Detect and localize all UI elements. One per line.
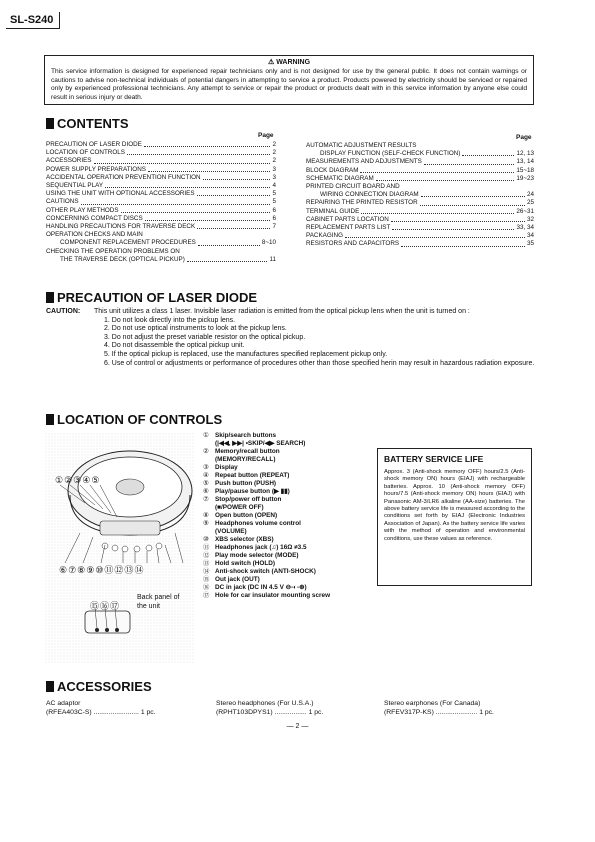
toc-page: 6 bbox=[272, 214, 276, 222]
control-label: Stop/power off button bbox=[215, 496, 282, 503]
toc-page: 3 bbox=[272, 173, 276, 181]
laser-caution bbox=[46, 308, 541, 368]
toc-label: USING THE UNIT WITH OPTIONAL ACCESSORIES bbox=[46, 190, 195, 198]
toc-label: ACCIDENTAL OPERATION PREVENTION FUNCTION bbox=[46, 173, 201, 181]
toc-leader bbox=[391, 216, 525, 222]
control-item bbox=[203, 472, 368, 480]
contents-right-column bbox=[306, 142, 534, 249]
toc-page: 3 bbox=[272, 165, 276, 173]
toc-entry bbox=[306, 208, 534, 216]
battery-title: BATTERY SERVICE LIFE bbox=[384, 454, 484, 464]
control-label: Headphones jack (♫) 16Ω ≠3.5 bbox=[215, 544, 307, 551]
control-label: Out jack (OUT) bbox=[215, 576, 260, 583]
section-marker bbox=[46, 292, 54, 303]
controls-list bbox=[203, 432, 368, 600]
toc-leader bbox=[361, 208, 514, 214]
toc-leader bbox=[360, 167, 514, 173]
toc-leader bbox=[187, 256, 268, 262]
toc-entry bbox=[306, 199, 534, 207]
control-label: Skip/search buttons bbox=[215, 432, 277, 439]
control-number: ⑤ bbox=[203, 480, 209, 487]
callout-number: ③ bbox=[73, 475, 82, 485]
toc-page: 35 bbox=[526, 240, 534, 248]
callout-number: ⑭ bbox=[134, 565, 144, 575]
toc-page: 32 bbox=[526, 215, 534, 223]
page-number: — 2 — bbox=[286, 723, 309, 730]
caution-item: 4. Do not disassemble the optical pickup unit. bbox=[104, 342, 245, 350]
toc-label: POWER SUPPLY PREPARATIONS bbox=[46, 165, 146, 173]
toc-leader bbox=[203, 174, 271, 180]
toc-entry bbox=[306, 191, 534, 199]
toc-leader bbox=[392, 224, 514, 230]
contents-left-column bbox=[46, 141, 276, 264]
toc-label: REPLACEMENT PARTS LIST bbox=[306, 224, 391, 232]
toc-page: 33, 34 bbox=[516, 224, 534, 232]
laser-heading bbox=[46, 290, 257, 305]
toc-page: 2 bbox=[272, 141, 276, 148]
control-label: Hold switch (HOLD) bbox=[215, 560, 275, 567]
toc-label: CABINET PARTS LOCATION bbox=[306, 215, 389, 223]
toc-page: 12, 13 bbox=[516, 150, 534, 158]
toc-page: 7 bbox=[272, 223, 276, 231]
control-number: ⑧ bbox=[203, 512, 209, 519]
toc-entry bbox=[306, 183, 534, 191]
toc-page: 24 bbox=[526, 191, 534, 199]
toc-leader bbox=[197, 190, 271, 196]
control-label-sub: (MEMORY/RECALL) bbox=[215, 456, 276, 463]
toc-page: 4 bbox=[272, 182, 276, 190]
control-item bbox=[203, 536, 368, 544]
control-item bbox=[203, 496, 368, 504]
callout-number: ⑮ bbox=[90, 601, 100, 611]
control-item bbox=[203, 520, 368, 528]
toc-label: TERMINAL GUIDE bbox=[306, 207, 360, 215]
toc-entry bbox=[46, 207, 276, 215]
toc-entry bbox=[306, 158, 534, 166]
callout-number: ⑰ bbox=[110, 601, 120, 611]
cd-player-illustration bbox=[45, 433, 195, 663]
toc-page: 5 bbox=[272, 190, 276, 198]
toc-entry bbox=[46, 157, 276, 165]
control-item bbox=[203, 544, 368, 552]
toc-label: COMPONENT REPLACEMENT PROCEDURES bbox=[60, 239, 196, 247]
control-label: Open button (OPEN) bbox=[215, 512, 278, 519]
control-number: ⑦ bbox=[203, 496, 209, 503]
toc-entry bbox=[46, 215, 276, 223]
toc-entry bbox=[46, 190, 276, 198]
section-marker bbox=[46, 681, 54, 692]
toc-entry bbox=[46, 248, 276, 256]
toc-entry bbox=[306, 150, 534, 158]
toc-page: 2 bbox=[272, 149, 276, 157]
accessories-heading-text: ACCESSORIES bbox=[57, 679, 152, 694]
toc-leader bbox=[145, 215, 271, 221]
warning-box bbox=[44, 55, 534, 105]
toc-label: SCHEMATIC DIAGRAM bbox=[306, 174, 374, 182]
toc-leader bbox=[198, 239, 260, 245]
callout-number: ⑨ bbox=[86, 565, 95, 575]
toc-label: AUTOMATIC ADJUSTMENT RESULTS bbox=[306, 142, 417, 149]
control-item bbox=[203, 560, 368, 568]
toc-entry bbox=[46, 149, 276, 157]
cd-player-drawing bbox=[45, 433, 195, 663]
warning-title: ⚠ WARNING bbox=[267, 59, 311, 66]
toc-entry bbox=[46, 141, 276, 149]
control-number: ④ bbox=[203, 472, 209, 479]
toc-page: 11 bbox=[269, 255, 276, 263]
toc-leader bbox=[144, 141, 271, 147]
toc-leader bbox=[424, 158, 515, 164]
accessory-item: Stereo headphones (For U.S.A.) (RPHT103DPYS1) ................. 1 pc. bbox=[216, 700, 366, 717]
callout-number: ⑫ bbox=[114, 565, 124, 575]
control-label: XBS selector (XBS) bbox=[215, 536, 274, 543]
toc-page: 6 bbox=[272, 206, 276, 214]
control-label-sub: (VOLUME) bbox=[215, 528, 247, 535]
control-number: ⑩ bbox=[203, 536, 209, 543]
control-item bbox=[203, 576, 368, 584]
accessory-name: Stereo earphones (For Canada) bbox=[384, 700, 481, 707]
toc-leader bbox=[197, 223, 270, 229]
battery-body: Approx. 3 (Anti-shock memory OFF) hours/2.5 (Anti-shock memory ON) hours (EIAJ) with rechargeable batteries. Approx. 10 (Anti-shock memory OFF) hours/7.5 (Anti-shock memory ON) hours (EIAJ) with Panasonic AM-3/LR6 alkaline (AA-size) batteries. The above battery service life is measured according to the conditions set forth by EIAJ (Electronic Industries Association of Japan). As the battery service life varies with the method of operation and environmental conditions, use these values as reference. bbox=[384, 469, 525, 542]
toc-entry bbox=[306, 224, 534, 232]
caution-item: 1. Do not look directly into the pickup lens. bbox=[104, 316, 236, 324]
control-label: Memory/recall button bbox=[215, 448, 280, 455]
toc-page: 13, 14 bbox=[516, 158, 534, 166]
page-col-label-right: Page bbox=[516, 134, 532, 141]
toc-leader bbox=[420, 199, 525, 205]
toc-label: LOCATION OF CONTROLS bbox=[46, 149, 125, 157]
toc-label: PACKAGING bbox=[306, 232, 343, 240]
controls-heading-text: LOCATION OF CONTROLS bbox=[57, 412, 223, 427]
control-number: ⑪ bbox=[203, 544, 210, 551]
callout-number: ⑤ bbox=[91, 475, 100, 485]
toc-entry bbox=[46, 223, 276, 231]
toc-label: THE TRAVERSE DECK (OPTICAL PICKUP) bbox=[60, 255, 185, 263]
control-item bbox=[203, 480, 368, 488]
toc-page: 2 bbox=[272, 157, 276, 165]
callout-number: ⑥ bbox=[59, 565, 68, 575]
toc-entry bbox=[46, 239, 276, 247]
toc-label: CONCERNING COMPACT DISCS bbox=[46, 214, 143, 222]
control-item bbox=[203, 512, 368, 520]
toc-label: PRECAUTION OF LASER DIODE bbox=[46, 141, 142, 148]
control-number: ① bbox=[203, 432, 209, 439]
toc-page: 25 bbox=[526, 199, 534, 207]
control-label: Headphones volume control bbox=[215, 520, 301, 527]
callout-number: ① bbox=[55, 475, 64, 485]
callout-number: ⑩ bbox=[95, 565, 104, 575]
toc-leader bbox=[376, 175, 515, 181]
toc-leader bbox=[401, 240, 525, 246]
control-item bbox=[203, 552, 368, 560]
control-number: ② bbox=[203, 448, 209, 455]
accessory-qty: 1 pc. bbox=[140, 708, 156, 716]
contents-heading-text: CONTENTS bbox=[57, 116, 129, 131]
warning-body: This service information is designed for experienced repair technicians only and is not designed for use by the general public. It does not contain warnings or cautions to advise non-technical individuals of potential dangers in attempting to service a product. Products powered by electricity should be serviced or repaired only by experienced professional technicians. Any attempt to service or repair the product or products dealt with in this service information by anyone else could result in serious injury or death. bbox=[51, 68, 527, 101]
toc-leader bbox=[462, 150, 514, 156]
accessory-item: Stereo earphones (For Canada) (RFEV317P-KS) ...................... 1 pc. bbox=[384, 700, 534, 717]
caution-intro: This unit utilizes a class 1 laser. Invisible laser radiation is emitted from the optical pickup lens when the unit is turned on : bbox=[94, 308, 470, 315]
toc-label: OPERATION CHECKS AND MAIN bbox=[46, 231, 143, 239]
toc-label: PRINTED CIRCUIT BOARD AND bbox=[306, 183, 400, 191]
toc-entry bbox=[46, 166, 276, 174]
control-label-sub: (■/POWER OFF) bbox=[215, 504, 264, 511]
toc-page: 19~23 bbox=[516, 174, 534, 182]
control-label-sub: (|◀◀, ▶▶| •SKIP/◀▶ SEARCH) bbox=[215, 440, 306, 447]
laser-heading-text: PRECAUTION OF LASER DIODE bbox=[57, 290, 258, 305]
toc-page: 15~18 bbox=[516, 166, 534, 174]
toc-entry bbox=[306, 175, 534, 183]
toc-label: DISPLAY FUNCTION (SELF-CHECK FUNCTION) bbox=[320, 150, 461, 158]
controls-heading bbox=[46, 412, 222, 427]
control-label: Display bbox=[215, 464, 238, 471]
toc-entry bbox=[46, 182, 276, 190]
toc-label: REPAIRING THE PRINTED RESISTOR bbox=[306, 199, 418, 207]
control-item bbox=[203, 488, 368, 496]
callout-number: ⑬ bbox=[124, 565, 134, 575]
page-col-label-left: Page bbox=[258, 132, 274, 139]
control-label: Hole for car insulator mounting screw bbox=[215, 592, 331, 599]
control-number: ⑬ bbox=[203, 560, 210, 567]
control-label: Repeat button (REPEAT) bbox=[215, 472, 290, 479]
accessory-qty: 1 pc. bbox=[479, 708, 494, 716]
control-label: Push button (PUSH) bbox=[215, 480, 277, 487]
callout-number: ⑪ bbox=[104, 565, 114, 575]
caution-item: 6. Use of control or adjustments or performance of procedures other than those specified herin may result in hazardous radiation exposure. bbox=[104, 359, 535, 367]
caution-item: 3. Do not adjust the preset variable resistor on the optical pickup. bbox=[104, 333, 306, 341]
toc-entry bbox=[306, 167, 534, 175]
toc-page: 8~10 bbox=[261, 239, 276, 247]
control-item bbox=[203, 584, 368, 592]
accessory-qty: 1 pc. bbox=[308, 708, 324, 716]
toc-entry bbox=[306, 142, 534, 150]
toc-entry bbox=[46, 256, 276, 264]
control-number: ⑥ bbox=[203, 488, 209, 495]
toc-entry bbox=[46, 231, 276, 239]
control-number: ⑰ bbox=[203, 592, 210, 599]
control-label: Play mode selector (MODE) bbox=[215, 552, 299, 559]
callouts-bottom bbox=[59, 563, 144, 576]
control-number: ⑯ bbox=[203, 584, 210, 591]
control-number: ⑨ bbox=[203, 520, 209, 527]
control-item bbox=[203, 568, 368, 576]
control-number: ⑮ bbox=[203, 576, 210, 583]
toc-entry bbox=[306, 216, 534, 224]
toc-leader bbox=[94, 157, 271, 163]
toc-leader bbox=[421, 191, 525, 197]
toc-leader bbox=[81, 198, 271, 204]
toc-label: ACCESSORIES bbox=[46, 157, 92, 165]
control-number: ③ bbox=[203, 464, 209, 471]
back-panel-label: Back panel of the unit bbox=[137, 594, 180, 610]
section-marker bbox=[46, 414, 54, 425]
toc-label: MEASUREMENTS AND ADJUSTMENTS bbox=[306, 158, 422, 166]
toc-page: 26~31 bbox=[516, 207, 534, 215]
callout-number: ④ bbox=[82, 475, 91, 485]
toc-entry bbox=[306, 240, 534, 248]
toc-label: BLOCK DIAGRAM bbox=[306, 166, 359, 174]
accessories-heading bbox=[46, 679, 152, 694]
toc-page: 5 bbox=[272, 198, 276, 206]
accessory-part: (RFEA403C-S) bbox=[46, 708, 92, 716]
section-marker bbox=[46, 118, 54, 129]
toc-entry bbox=[46, 174, 276, 182]
contents-heading bbox=[46, 116, 129, 131]
control-number: ⑭ bbox=[203, 568, 210, 575]
callouts-back bbox=[90, 599, 120, 612]
toc-leader bbox=[127, 149, 271, 155]
accessory-part: (RPHT103DPYS1) bbox=[216, 708, 273, 716]
caution-label: CAUTION: bbox=[46, 308, 81, 315]
control-item bbox=[203, 432, 368, 440]
control-label: Play/pause button (▶ ▮▮) bbox=[215, 488, 290, 495]
caution-item: 2. Do not use optical instruments to look at the pickup lens. bbox=[104, 325, 287, 333]
callout-number: ② bbox=[64, 475, 73, 485]
toc-leader bbox=[105, 182, 270, 188]
model-label: SL-S240 bbox=[6, 12, 60, 29]
caution-list bbox=[104, 317, 541, 369]
battery-box bbox=[377, 448, 532, 586]
toc-label: RESISTORS AND CAPACITORS bbox=[306, 240, 400, 248]
control-item bbox=[203, 448, 368, 456]
control-number: ⑫ bbox=[203, 552, 210, 559]
toc-label: WIRING CONNECTION DIAGRAM bbox=[320, 191, 419, 199]
caution-item: 5. If the optical pickup is replaced, use the manufactures specified replacement pickup only. bbox=[104, 350, 388, 358]
toc-entry bbox=[306, 232, 534, 240]
control-label: DC in jack (DC IN 4.5 V ⊖-◐-⊕) bbox=[215, 584, 307, 591]
toc-label: CHECKING THE OPERATION PROBLEMS ON bbox=[46, 247, 180, 255]
accessory-name: AC adaptor bbox=[46, 700, 81, 707]
toc-page: 34 bbox=[526, 232, 534, 240]
toc-entry bbox=[46, 198, 276, 206]
accessory-item: AC adaptor (RFEA403C-S) ........................ 1 pc. bbox=[46, 700, 166, 717]
toc-leader bbox=[121, 207, 271, 213]
toc-label: SEQUENTIAL PLAY bbox=[46, 182, 104, 190]
accessory-name: Stereo headphones (For U.S.A.) bbox=[216, 700, 314, 707]
callouts-top bbox=[55, 475, 100, 486]
toc-label: HANDLING PRECAUTIONS FOR TRAVERSE DECK bbox=[46, 223, 196, 231]
callout-number: ⑦ bbox=[68, 565, 77, 575]
accessory-part: (RFEV317P-KS) bbox=[384, 708, 434, 716]
control-label: Anti-shock switch (ANTI-SHOCK) bbox=[215, 568, 316, 575]
callout-number: ⑧ bbox=[77, 565, 86, 575]
toc-label: OTHER PLAY METHODS bbox=[46, 206, 119, 214]
callout-number: ⑯ bbox=[100, 601, 110, 611]
toc-label: CAUTIONS bbox=[46, 198, 79, 206]
toc-leader bbox=[345, 232, 525, 238]
control-item bbox=[203, 464, 368, 472]
toc-leader bbox=[148, 166, 271, 172]
control-item bbox=[203, 592, 368, 600]
